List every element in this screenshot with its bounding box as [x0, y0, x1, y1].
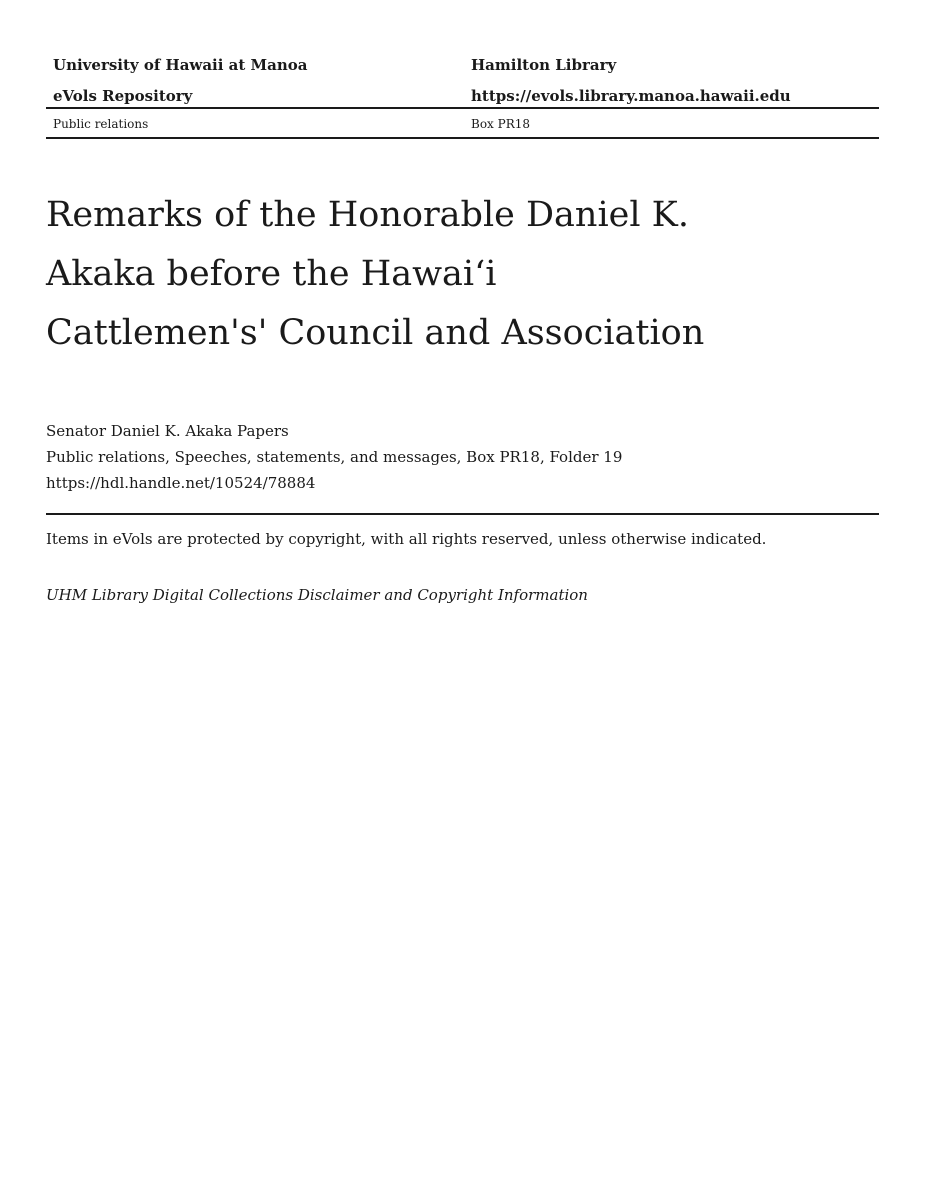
header-row-1 — [46, 52, 879, 83]
document-page — [46, 0, 879, 1200]
title-line-1: Remarks of the Honorable Daniel K. — [46, 195, 689, 235]
header-table — [46, 52, 879, 114]
header-subrow — [46, 113, 879, 135]
handle-link[interactable]: https://hdl.handle.net/10524/78884 — [46, 474, 316, 492]
rights-divider — [46, 513, 879, 515]
repository-name: eVols Repository — [53, 87, 193, 105]
header-bottom-divider — [46, 137, 879, 139]
papers-collection: Senator Daniel K. Akaka Papers — [46, 422, 289, 440]
disclaimer-link[interactable]: UHM Library Digital Collections Disclaimer and Copyright Information — [46, 586, 588, 604]
header-row-2 — [46, 83, 879, 114]
document-title — [46, 186, 806, 363]
library-name: Hamilton Library — [471, 56, 617, 74]
title-line-2: Akaka before the Hawaiʻi — [46, 254, 497, 294]
repository-url[interactable]: https://evols.library.manoa.hawaii.edu — [471, 87, 791, 105]
title-line-3: Cattlemen's' Council and Association — [46, 313, 705, 353]
rights-statement: Items in eVols are protected by copyright, with all rights reserved, unless otherwise indicated. — [46, 530, 767, 548]
collection-label: Public relations — [53, 117, 149, 131]
citation-block — [46, 418, 622, 496]
institution-name: University of Hawaii at Manoa — [53, 56, 308, 74]
box-label: Box PR18 — [471, 117, 531, 131]
folder-location: Public relations, Speeches, statements, and messages, Box PR18, Folder 19 — [46, 448, 623, 466]
header-divider — [46, 107, 879, 109]
